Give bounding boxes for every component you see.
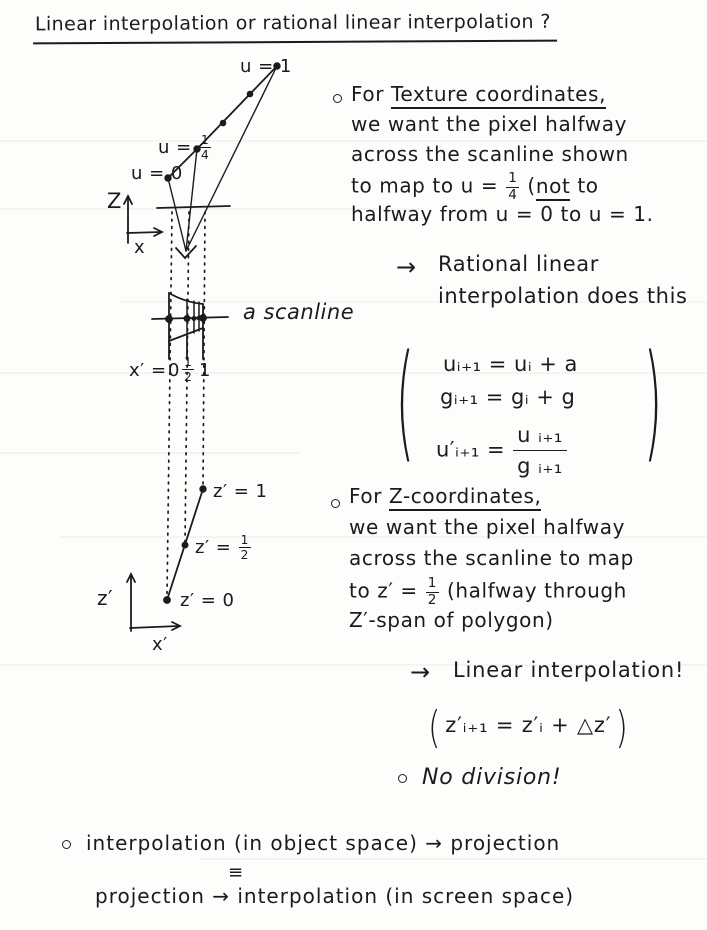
equation-g-step: gᵢ₊₁ = gᵢ + g — [440, 385, 576, 409]
label-a-scanline: a scanline — [243, 300, 355, 324]
bullet-icon — [333, 94, 342, 103]
note-line: halfway from u = 0 to u = 1. — [351, 202, 654, 226]
label-z-axis: Z — [107, 189, 122, 213]
note-linear-interpolation: Linear interpolation! — [453, 658, 685, 682]
equation-u-step: uᵢ₊₁ = uᵢ + a — [443, 352, 578, 376]
bullet-icon — [62, 840, 71, 849]
fraction-one-quarter: $\frac{1}{4}$ — [200, 133, 210, 163]
label-u-quarter: u = $\frac{1}{4}$ — [158, 133, 210, 163]
underlined-phrase: not — [536, 174, 571, 201]
note-line: Z′-span of polygon) — [349, 608, 554, 632]
open-paren: ( — [395, 326, 416, 476]
close-paren: ) — [615, 701, 629, 753]
bullet-icon — [398, 774, 407, 783]
fraction-one-half: $\frac{1}{2}$ — [184, 355, 193, 385]
note-line: Rational linear — [438, 252, 600, 276]
note-line: to map to u = $\frac{1}{4}$ (not to — [351, 170, 599, 203]
label-u0: u = 0 — [131, 163, 183, 184]
note-line: to z′ = $\frac{1}{2}$ (halfway through — [349, 575, 627, 608]
summary-line-2: projection → interpolation (in screen space) — [95, 884, 575, 908]
equation-u-divide: u′ᵢ₊₁ = $\frac{\text{u ᵢ₊₁}}{\text{g ᵢ₊₁}}$ — [436, 423, 567, 478]
label-xprime-zero: 0 — [168, 360, 180, 381]
label-xprime-one: 1 — [199, 360, 211, 381]
note-line: For Z-coordinates, — [349, 484, 634, 515]
label-xprime-half — [181, 356, 195, 383]
underlined-phrase: Z-coordinates, — [389, 484, 541, 511]
label-u1: u = 1 — [240, 56, 292, 77]
open-paren: ( — [428, 701, 442, 753]
label-zprime-0: z′ = 0 — [180, 590, 235, 611]
label-x-axis: x — [134, 237, 146, 258]
label-xprime-prefix: x′ = — [129, 360, 167, 381]
label-xprime-axis: x′ — [152, 634, 168, 655]
note-texture-coordinates — [351, 82, 654, 232]
close-paren: ) — [643, 326, 664, 476]
scanline-trapezoid — [169, 293, 203, 359]
screen-line — [157, 206, 230, 208]
note-line: across the scanline to map — [349, 546, 634, 570]
fraction-one-half: $\frac{1}{2}$ — [427, 575, 437, 608]
equation-z-step: ( z′ᵢ₊₁ = z′ᵢ + △z′ ) — [428, 701, 629, 753]
note-line: For Texture coordinates, — [351, 82, 654, 112]
note-line: across the scanline shown — [351, 142, 629, 166]
note-z-coordinates — [349, 484, 634, 639]
note-rational-linear — [438, 252, 688, 316]
note-line: interpolation does this — [438, 284, 688, 308]
note-line: we want the pixel halfway — [349, 515, 626, 539]
summary-line-1: interpolation (in object space) → projection — [86, 831, 561, 855]
bullet-icon — [331, 499, 340, 508]
fraction-one-half: $\frac{1}{2}$ — [240, 533, 249, 563]
label-zprime-axis: z′ — [97, 586, 114, 610]
label-zprime-half: z′ = $\frac{1}{2}$ — [195, 533, 249, 563]
fraction-one-quarter: $\frac{1}{4}$ — [508, 170, 518, 203]
scanline — [152, 315, 228, 322]
arrow-icon: → — [396, 253, 417, 281]
note-no-division: No division! — [422, 765, 562, 790]
fraction-u-over-g: $\frac{\text{u ᵢ₊₁}}{\text{g ᵢ₊₁}}$ — [513, 423, 567, 478]
label-zprime-1: z′ = 1 — [213, 481, 268, 502]
camera-axes — [124, 196, 162, 243]
arrow-icon: → — [410, 658, 431, 686]
page-title: Linear interpolation or rational linear interpolation ? — [33, 11, 557, 45]
underlined-phrase: Texture coordinates, — [391, 82, 606, 109]
equivalence-symbol: ≡ — [228, 862, 244, 883]
note-line: we want the pixel halfway — [351, 112, 628, 136]
